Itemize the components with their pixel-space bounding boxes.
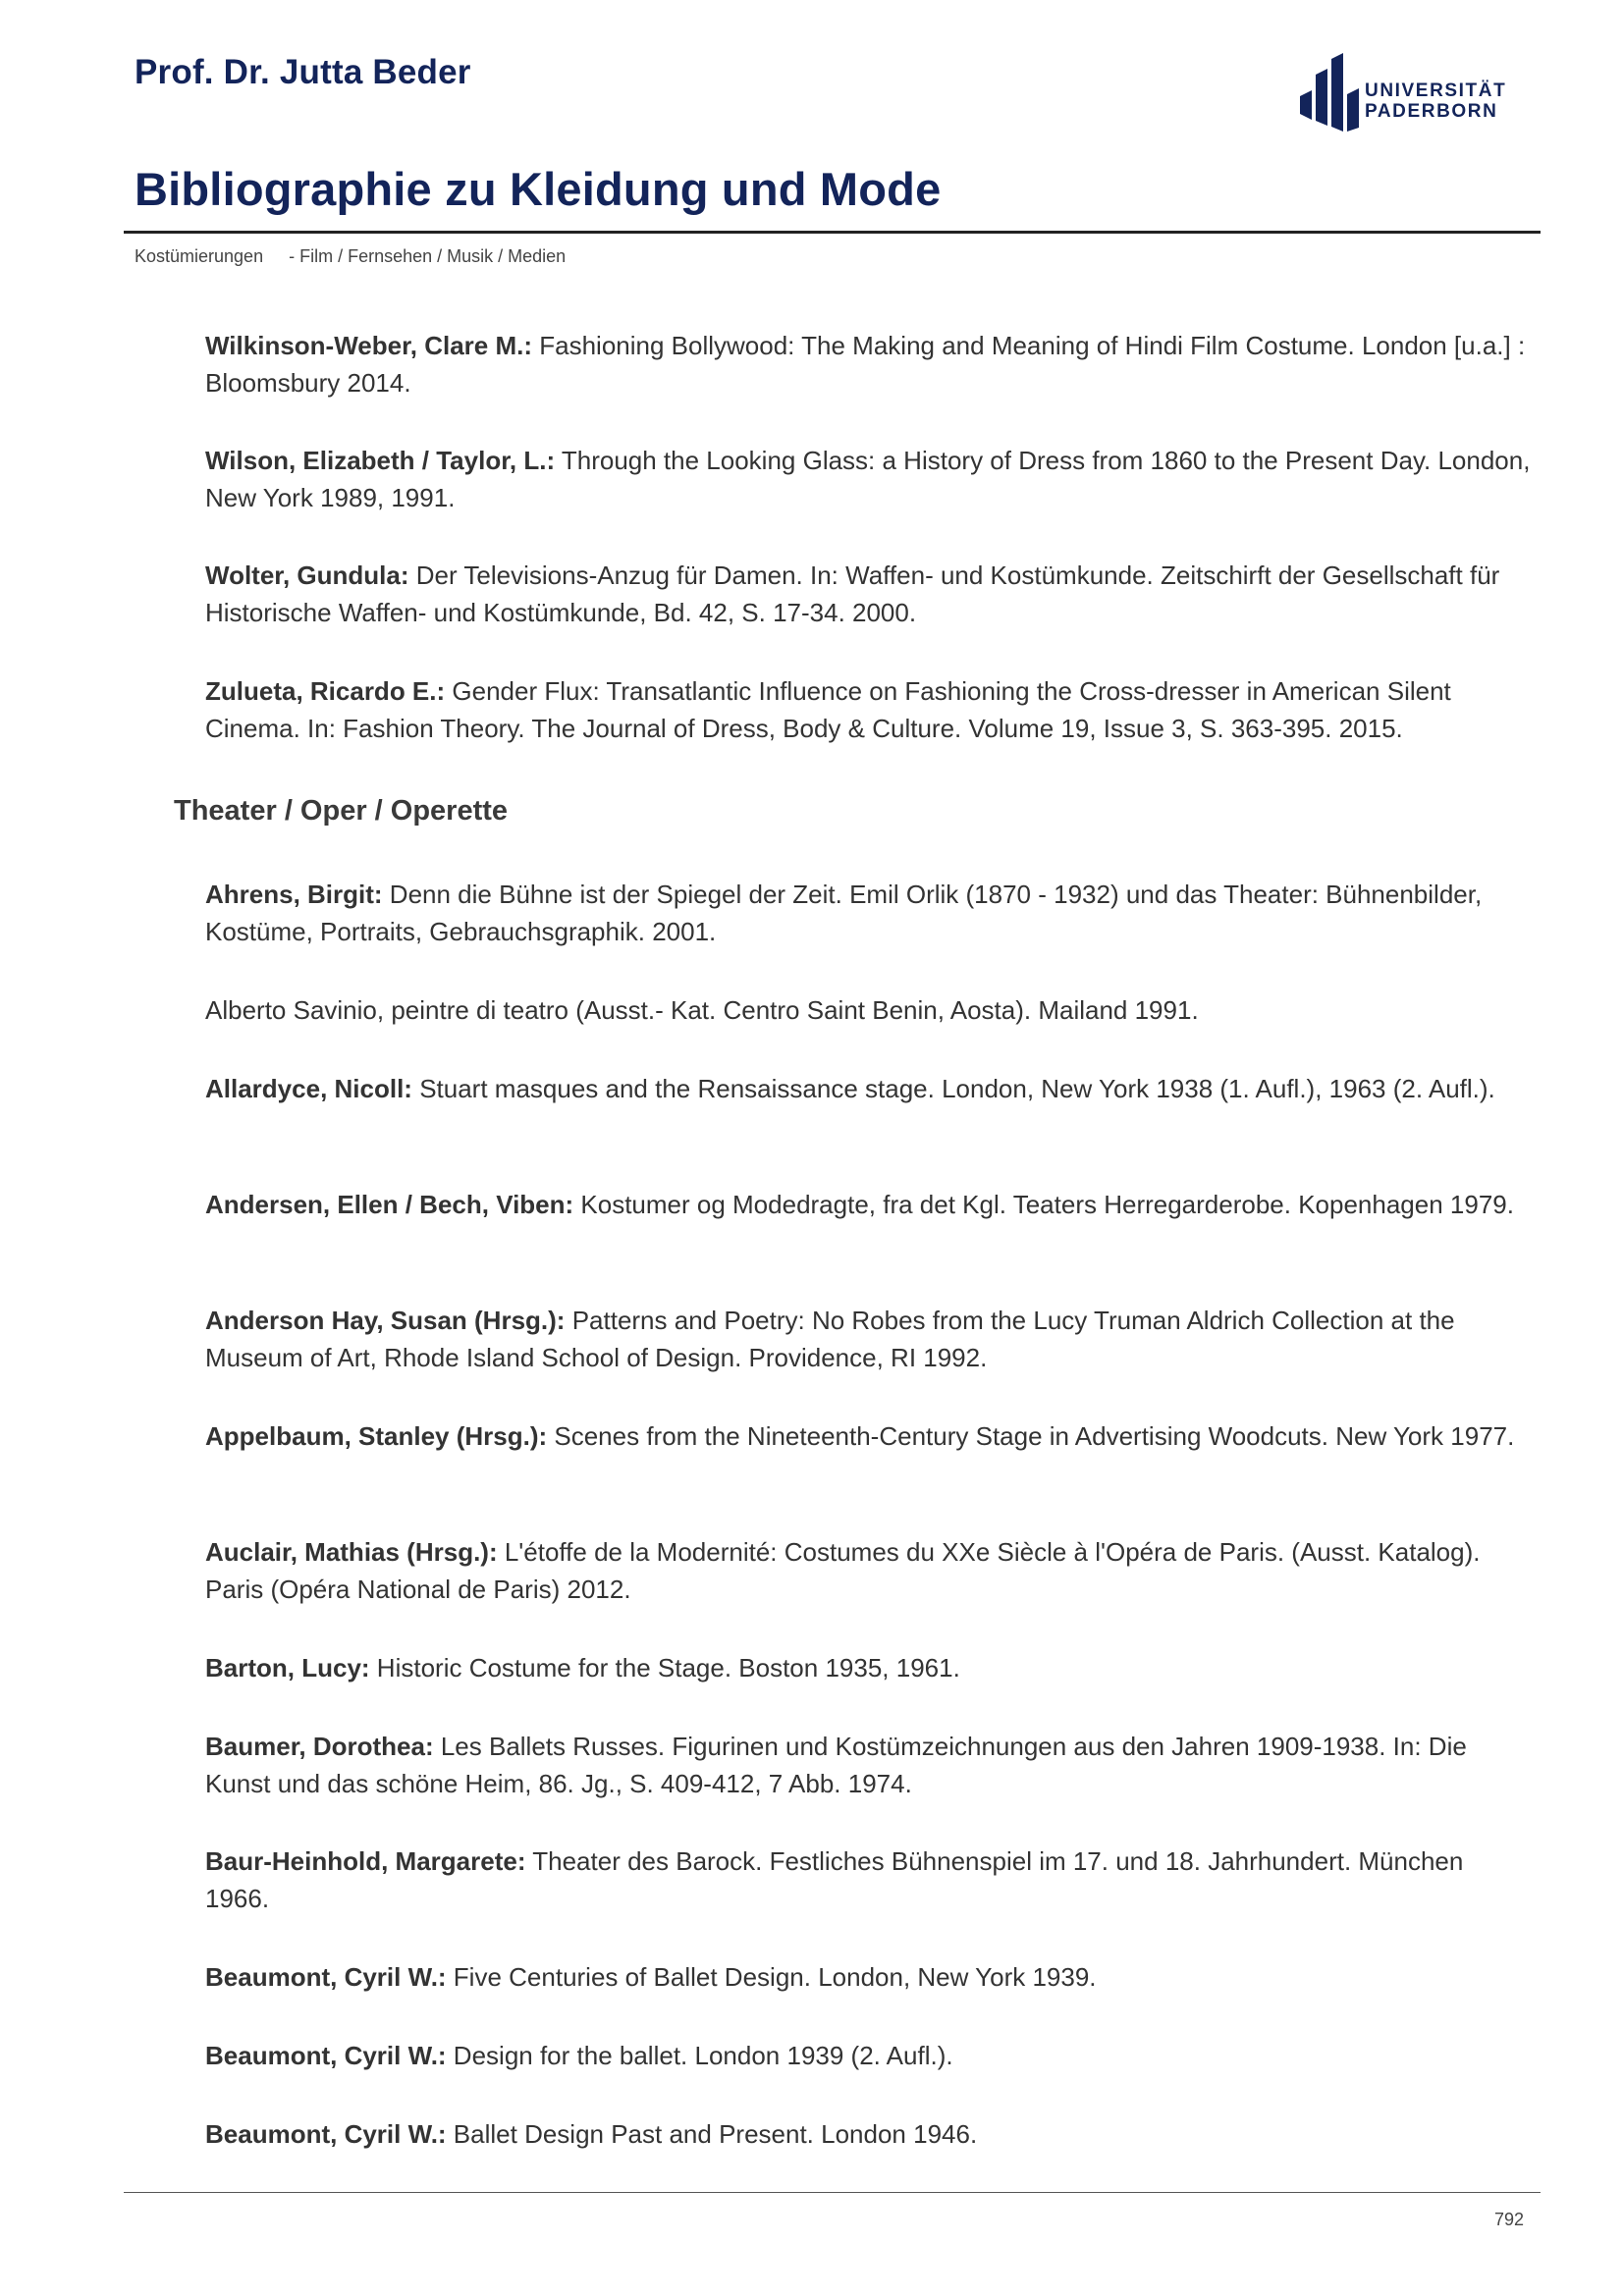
title-divider <box>124 231 1541 234</box>
bibliography-entry <box>205 1958 1533 1996</box>
entry-text: Scenes from the Nineteenth-Century Stage in Advertising Woodcuts. New York 1977. <box>547 1421 1515 1451</box>
university-logo <box>1298 51 1534 132</box>
entry-author: Appelbaum, Stanley (Hrsg.): <box>205 1421 548 1451</box>
entry-text: Alberto Savinio, peintre di teatro (Ausst.- Kat. Centro Saint Benin, Aosta). Mailand 1991. <box>205 995 1199 1025</box>
entry-author: Anderson Hay, Susan (Hrsg.): <box>205 1306 566 1335</box>
entry-author: Wolter, Gundula: <box>205 561 409 590</box>
entry-author: Beaumont, Cyril W.: <box>205 1962 447 1992</box>
footer-divider <box>124 2192 1541 2193</box>
entry-author: Baur-Heinhold, Margarete: <box>205 1846 526 1876</box>
entry-author: Barton, Lucy: <box>205 1653 370 1682</box>
bibliography-entry <box>205 1417 1533 1455</box>
entry-text: Stuart masques and the Rensaissance stage. London, New York 1938 (1. Aufl.), 1963 (2. Aufl.). <box>411 1074 1495 1103</box>
bibliography-entry <box>205 1842 1533 1917</box>
logo-text-line1: UNIVERSITÄT <box>1365 80 1507 101</box>
bibliography-entry <box>205 1070 1533 1107</box>
entry-author: Allardyce, Nicoll: <box>205 1074 412 1103</box>
bibliography-entry <box>205 1649 1533 1686</box>
logo-text-line2: PADERBORN <box>1365 101 1498 122</box>
section-heading: Theater / Oper / Operette <box>174 795 509 827</box>
entry-text: Through the Looking Glass: a History of Dress from 1860 to the Present Day. London, New York 1989, 1991. <box>205 446 1531 512</box>
entry-text: Fashioning Bollywood: The Making and Meaning of Hindi Film Costume. London [u.a.] : Bloomsbury 2014. <box>205 331 1526 398</box>
entry-text: Five Centuries of Ballet Design. London, New York 1939. <box>446 1962 1097 1992</box>
entry-text: Der Televisions-Anzug für Damen. In: Waffen- und Kostümkunde. Zeitschirft der Gesellschaft für Historische Waffen- und Kostümkunde, Bd. 42, S. 17-34. 2000. <box>205 561 1500 627</box>
breadcrumb-section: Kostümierungen <box>135 246 264 266</box>
university-logo-icon <box>1298 51 1361 132</box>
bibliography-entry <box>205 557 1533 631</box>
author-name: Prof. Dr. Jutta Beder <box>135 53 471 91</box>
entry-text: Denn die Bühne ist der Spiegel der Zeit. Emil Orlik (1870 - 1932) und das Theater: Bühnenbilder, Kostüme, Portraits, Gebrauchsgraphik. 2001. <box>205 880 1483 946</box>
entry-author: Beaumont, Cyril W.: <box>205 2119 447 2149</box>
entry-text: Kostumer og Modedragte, fra det Kgl. Teaters Herregarderobe. Kopenhagen 1979. <box>573 1190 1514 1219</box>
bibliography-entry <box>205 672 1533 747</box>
entry-text: Patterns and Poetry: No Robes from the Lucy Truman Aldrich Collection at the Museum of Art, Rhode Island School of Design. Providence, RI 1992. <box>205 1306 1455 1372</box>
bibliography-entry <box>205 2037 1533 2074</box>
entry-text: Les Ballets Russes. Figurinen und Kostümzeichnungen aus den Jahren 1909-1938. In: Die Kunst und das schöne Heim, 86. Jg., S. 409-412, 7 Abb. 1974. <box>205 1732 1467 1798</box>
entry-author: Baumer, Dorothea: <box>205 1732 434 1761</box>
entry-text: Ballet Design Past and Present. London 1946. <box>446 2119 978 2149</box>
entry-author: Zulueta, Ricardo E.: <box>205 676 446 706</box>
entry-author: Wilson, Elizabeth / Taylor, L.: <box>205 446 556 475</box>
bibliography-entry <box>205 991 1533 1029</box>
breadcrumb <box>135 246 566 267</box>
bibliography-entry <box>205 327 1533 401</box>
entry-text: Theater des Barock. Festliches Bühnenspiel im 17. und 18. Jahrhundert. München 1966. <box>205 1846 1464 1913</box>
entry-author: Andersen, Ellen / Bech, Viben: <box>205 1190 574 1219</box>
entry-author: Ahrens, Birgit: <box>205 880 383 909</box>
bibliography-entry <box>205 1728 1533 1802</box>
document-title: Bibliographie zu Kleidung und Mode <box>135 163 942 215</box>
bibliography-entry <box>205 1533 1533 1608</box>
entry-text: L'étoffe de la Modernité: Costumes du XXe Siècle à l'Opéra de Paris. (Ausst. Katalog). Paris (Opéra National de Paris) 2012. <box>205 1537 1481 1604</box>
bibliography-entry <box>205 2115 1533 2153</box>
entry-text: Design for the ballet. London 1939 (2. Aufl.). <box>446 2041 953 2070</box>
entry-text: Gender Flux: Transatlantic Influence on Fashioning the Cross-dresser in American Silent Cinema. In: Fashion Theory. The Journal of Dress, Body & Culture. Volume 19, Issue 3, S. 363-395. 2015. <box>205 676 1451 743</box>
page-number: 792 <box>1494 2210 1525 2229</box>
entry-text: Historic Costume for the Stage. Boston 1935, 1961. <box>369 1653 960 1682</box>
bibliography-entry <box>205 876 1533 950</box>
entry-author: Beaumont, Cyril W.: <box>205 2041 447 2070</box>
bibliography-entry <box>205 1302 1533 1376</box>
bibliography-entry <box>205 442 1533 516</box>
entry-author: Auclair, Mathias (Hrsg.): <box>205 1537 498 1567</box>
entry-author: Wilkinson-Weber, Clare M.: <box>205 331 533 360</box>
bibliography-entry <box>205 1186 1533 1223</box>
breadcrumb-subsection: - Film / Fernsehen / Musik / Medien <box>289 246 567 266</box>
